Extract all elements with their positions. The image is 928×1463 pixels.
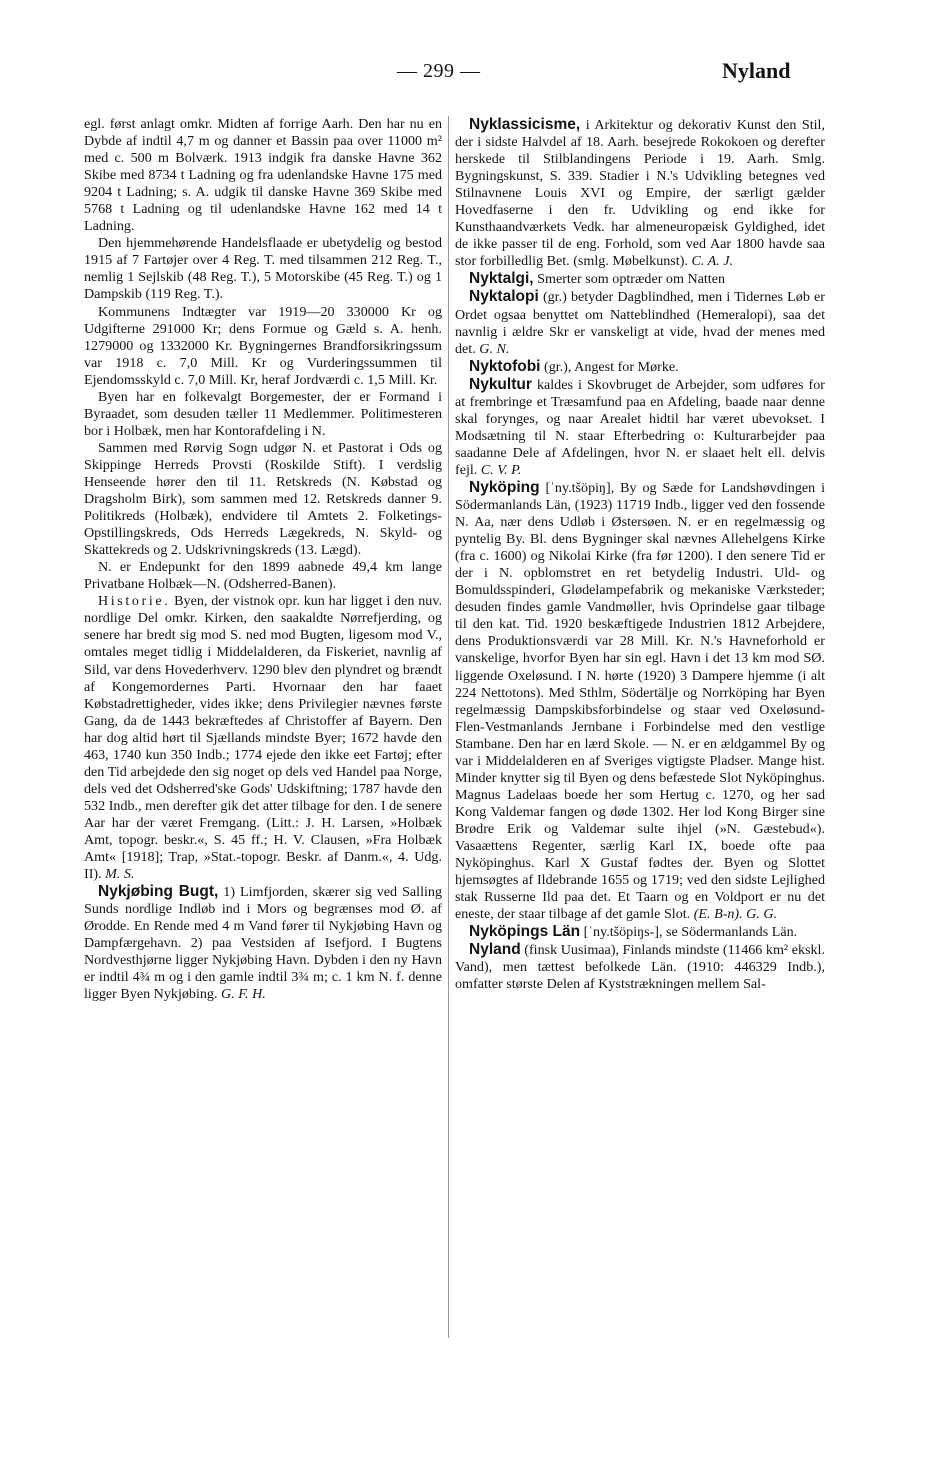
running-head: Nyland [722, 58, 791, 83]
entry-nyklassicisme [455, 116, 825, 270]
signature: G. N. [479, 340, 510, 357]
headword: Nykultur [469, 375, 532, 393]
paragraph: egl. først anlagt omkr. Midten af forrige Aarh. Den har nu en Dybde af indtil 4,7 m og danner et Bassin paa over 11000 m² med c. 500 m Bolværk. 1913 indgik fra danske Havne 362 Skibe med 8734 t Ladning og fra udenlandske Havne 175 med 9204 t Ladning; s. A. udgik til danske Havne 369 Skibe med 5768 t Ladning og til udenlandske Havne 162 med 14 t Ladning. [84, 116, 442, 235]
entry-text: 1) Limfjorden, skærer sig ved Salling Sunds nordlige Indløb ind i Mors og begrænses mod Ø. af Ørodde. En Rende med 4 m Vand fører til Nykjøbing Havn og Dampfærgehavn. 2) paa Vestsiden af Isefjord. I Bugtens Nordvesthjørne ligger Nykjøbing Havn. Dybden i den ny Havn er indtil 4¾ m og i den gamle indtil 3¾ m; c. 1 km N. f. denne ligger Byen Nykjøbing. [84, 884, 443, 1003]
column-divider [448, 116, 449, 1338]
entry-nykoping [455, 479, 825, 923]
entry-text: (gr.) betyder Dagblindhed, men i Tidernes Løb er Ordet ogsaa benyttet om Natteblindhed (Hemeralopi), saa det navnlig i ældre Skr er vanskeligt at vide, hvad der menes med det. [455, 289, 825, 357]
signature: M. S. [105, 866, 135, 883]
signature: (E. B-n). G. G. [693, 906, 778, 923]
signature: C. V. P. [480, 461, 522, 478]
entry-nyktofobi [455, 358, 825, 376]
headword: Nyland [469, 941, 521, 959]
entry-text: (finsk Uusimaa), Finlands mindste (11466 km² ekskl. Vand), men tættest befolkede Län. (1910: 446329 Indb.), omfatter største Delen af Kyststrækningen mellem Sal- [455, 942, 825, 993]
entry-text: Smerter som optræder om Natten [537, 271, 726, 288]
page-number: — 299 — [397, 60, 481, 82]
headword: Nyktofobi [469, 357, 541, 375]
left-column [84, 116, 442, 1003]
signature: G. F. H. [221, 986, 266, 1003]
paragraph: Kommunens Indtægter var 1919—20 330000 Kr og Udgifterne 291000 Kr; dens Formue og Gæld s. A. henh. 1279000 og 1332000 Kr. Bygningernes Brandforsikringssum var 1918 c. 7,0 Mill. Kr og Vurderingssummen til Ejendomsskyld c. 7,0 Mill. Kr, heraf Jordværdi c. 1,5 Mill. Kr. [84, 303, 442, 388]
entry-nykultur [455, 376, 825, 479]
entry-nyktalopi [455, 288, 825, 357]
right-column [455, 116, 825, 993]
entry-text: [ˈny.tšöpiŋ], By og Sæde for Landshøvdingen i Södermanlands Län, (1923) 11719 Indb., ligger ved den fossende N. Aa, nær dens Udløb i Østersøen. N. er en regelmæssig og pyntelig By. Bl. dens Bygninger skal nævnes Allehelgens Kirke (fra c. 1600) og Nikolai Kirke (fra før 1200). I den senere Tid er der i N. opblomstret en ret betydelig Industri. Uld- og Bomuldsspinderi, Glødelampefabrik og mekaniske Værksteder; desuden findes gamle Vandmøller, hvis Oprindelse gaar tilbage til den kat. Tid. 1920 beskæftigede Industrien 1812 Arbejdere, dens Produktionsværdi var 28 Mill. Kr. N.'s Havneforhold er vanskelige, hvorfor Byen har sin egl. Havn i det 13 km mod SØ. liggende Oxeløsund. I N. hørte (1920) 3 Dampere hjemme (i alt 224 Nettotons). Med Sthlm, Södertälje og Norrköping har Byen regelmæssig Dampskibsforbindelse og staar ved Oxeløsund-Flen-Vestmanlands Jernbane i Forbindelse med den vestlige Stambane. Den har en lærd Skole. — N. er en ældgammel By og var i Middelalderen en af Sveriges vigtigste Pladser. Mange hist. Minder knytter sig til Byen og dens befæstede Slot Nyköpinghus. Magnus Ladelaas boede her som Hertug c. 1270, og her sad Kong Valdemar fangen og døde 1302. Her lod Kong Birger sine Brødre Erik og Valdemar sulte ihjel (»N. Gæstebud«). Vasaættens Regenter, særlig Karl IX, boede ofte paa Nyköpinghus. Karl X Gustaf fødtes der. Byen og Slottet hjemsøgtes af Ildebrande 1655 og 1719; ved den sidste Lejlighed stak Russerne Ild paa det. Et Taarn og en Voldport er nu det eneste, der staar tilbage af det gamle Slot. [455, 479, 825, 923]
headword: Nykjøbing Bugt, [98, 883, 219, 901]
entry-text: (gr.), Angest for Mørke. [544, 358, 679, 375]
headword: Nyktalopi [469, 288, 539, 306]
headword: Nyköping [469, 478, 540, 496]
signature: C. A. J. [691, 253, 734, 270]
history-paragraph [84, 593, 442, 883]
history-lead: Historie. [98, 593, 171, 610]
entry-nyland [455, 941, 825, 993]
headword: Nyktalgi, [469, 270, 534, 288]
entry-text: [ˈny.tšöpiŋs-], se Södermanlands Län. [583, 924, 798, 941]
paragraph: Sammen med Rørvig Sogn udgør N. et Pastorat i Ods og Skippinge Herreds Provsti (Roskilde Stift). I verdslig Henseende hører den til 11. Retskreds (N. Købstad og Dragsholm Birk), som sammen med 12. Retskreds danner 9. Politikreds (Holbæk), endvidere til Amtets 2. Folketings-Opstillingskreds, Ods Herreds Lægekreds, N. Skyld- og Skattekreds og 2. Udskrivningskreds (13. Lægd). [84, 439, 442, 559]
history-text: Byen, der vistnok opr. kun har ligget i den nuv. nordlige Del omkr. Kirken, den saakaldte Nørrefjerding, og senere har bredt sig mod S. ned mod Bugten, ligesom mod V., omtales meget tidlig i Middelalderen, da Fiskeriet, navnlig af Sild, var dens Hovederhverv. 1290 blev den plyndret og brændt af Kongemordernes Parti. Hvornaar den har faaet Købstadrettigheder, vides ikke; dens Privilegier nævnes første Gang, da de 1443 bekræftedes af Christoffer af Bayern. Den har dog altid hørt til Sjællands mindste Byer; 1672 havde den 463, 1740 kun 350 Indb.; 1774 ejede den ikke eet Fartøj; efter den Tid arbejdede den sig noget op dels ved Handel paa Norge, dels ved det Odsherred'ske Gods' Udskiftning; 1787 havde den 532 Indb., men derefter gik det atter tilbage for den. I de senere Aar har der været Fremgang. (Litt.: J. H. Larsen, »Holbæk Amt, topogr. beskr.«, S. 45 ff.; H. V. Clausen, »Fra Holbæk Amt« [1918]; Trap, »Stat.-topogr. Beskr. af Danm.«, 4. Udg. II). [84, 593, 443, 883]
headword: Nyklassicisme, [469, 116, 581, 133]
headword: Nyköpings Län [469, 923, 581, 941]
paragraph: N. er Endepunkt for den 1899 aabnede 49,4 km lange Privatbane Holbæk—N. (Odsherred-Banen). [84, 559, 442, 593]
page-header [0, 56, 928, 92]
paragraph: Byen har en folkevalgt Borgemester, der er Formand i Byraadet, som desuden tæller 11 Medlemmer. Politimesteren bor i Holbæk, men har Kontorafdeling i N. [84, 388, 442, 439]
entry-text: i Arkitektur og dekorativ Kunst den Stil, der i sidste Halvdel af 18. Aarh. besejrede Rokokoen og derefter herskede til Stilblandingens Periode i 19. Aarh. Smlg. Bygningskunst, S. 339. Stadier i N.'s Udvikling betegnes ved Stilnavnene Louis XVI og Empire, der særligt gælder Hovedfaserne i den fr. Udvikling og end ikke for Kunsthaandværkets Vedk. har almeneuropæisk Gyldighed, idet de ikke passer til de eng. Forhold, som ved Aar 1800 havde saa stor forbilledlig Bet. (smlg. Møbelkunst). [455, 117, 826, 270]
entry-text: kaldes i Skovbruget de Arbejder, som udføres for at frembringe et Træsamfund paa en Afdeling, baade naar denne skal forynges, og naar Arealet hidtil har været ubevokset. I Modsætning til N. staar Efterbedring o: Kulturarbejder paa saadanne Dele af Afdelingen, hvor N. er slaaet helt ell. delvis fejl. [455, 376, 825, 478]
entry-nykopings-lan [455, 923, 825, 941]
entry-nyktalgi [455, 270, 825, 288]
paragraph: Den hjemmehørende Handelsflaade er ubetydelig og bestod 1915 af 7 Fartøjer over 4 Reg. T. med tilsammen 212 Reg. T., nemlig 1 Sejlskib (48 Reg. T.), 5 Motorskibe (45 Reg. T.) og 1 Dampskib (119 Reg. T.). [84, 235, 442, 303]
entry-nykjobing-bugt [84, 883, 442, 1003]
